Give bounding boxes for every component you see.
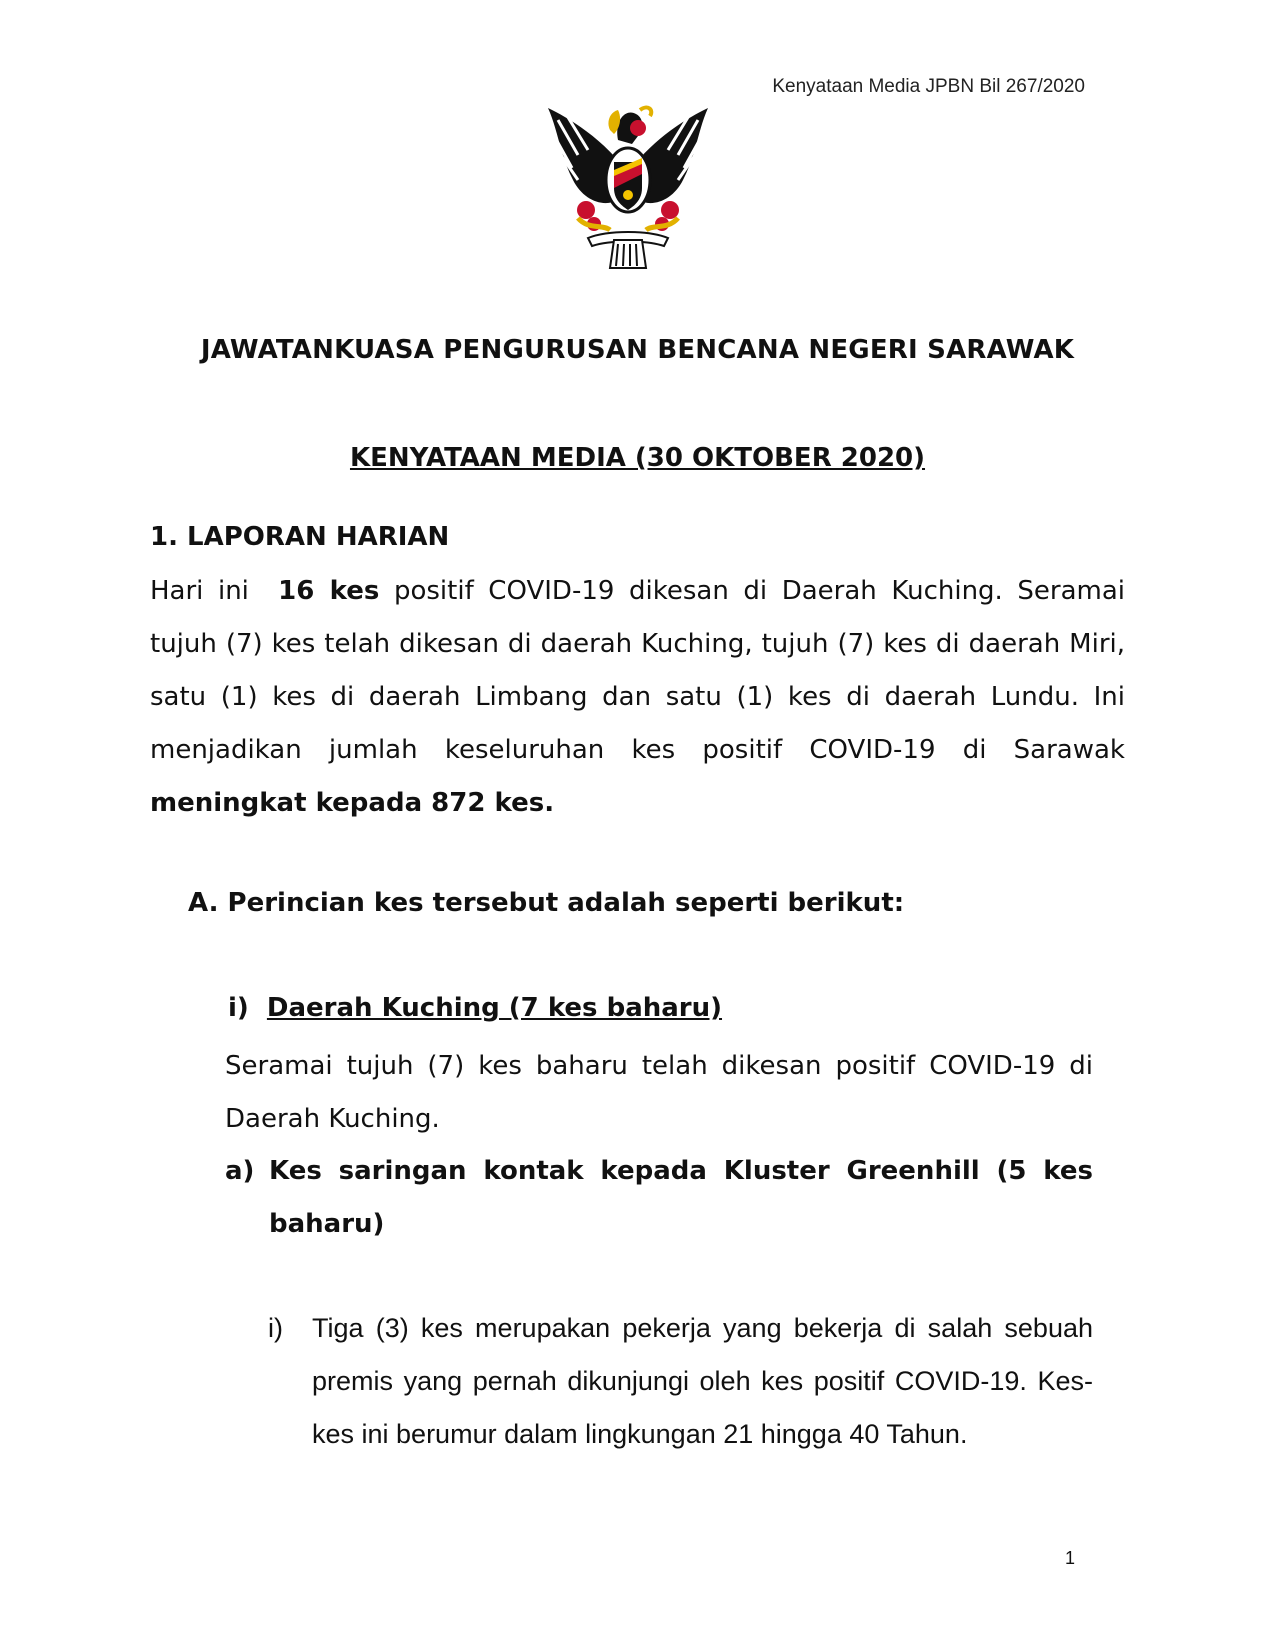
media-statement-title: KENYATAAN MEDIA (30 OKTOBER 2020): [349, 443, 926, 473]
subsection-heading: A. Perincian kes tersebut adalah seperti berikut:: [188, 888, 905, 918]
district-heading: i) Daerah Kuching (7 kes baharu): [228, 993, 723, 1023]
page-number: 1: [1064, 1548, 1075, 1568]
district-paragraph: Seramai tujuh (7) kes baharu telah dikesan positif COVID-19 di Daerah Kuching.: [225, 1051, 1093, 1134]
daily-case-count: 16 kes: [278, 576, 380, 606]
list-item: i) Tiga (3) kes merupakan pekerja yang bekerja di salah sebuah premis yang pernah dikunjungi oleh kes positif COVID-19. Kes-kes ini berumur dalam lingkungan 21 hingga 40 Tahun.: [268, 1313, 1093, 1449]
organization-title: JAWATANKUASA PENGURUSAN BENCANA NEGERI SARAWAK: [200, 335, 1075, 365]
document-reference: Kenyataan Media JPBN Bil 267/2020: [772, 76, 1085, 97]
cluster-heading: a) Kes saringan kontak kepada Kluster Greenhill (5 kes baharu): [225, 1156, 1093, 1239]
sarawak-coat-of-arms-icon: [548, 100, 708, 270]
daily-report-paragraph: Hari ini 16 kes positif COVID-19 dikesan di Daerah Kuching. Seramai tujuh (7) kes telah dikesan di daerah Kuching, tujuh (7) kes di daerah Miri, satu (1) kes di daerah Limbang dan satu (1) kes di daerah Lundu. Ini menjadikan jumlah keseluruhan kes positif COVID-19 di Sarawak meningkat kepada 872 kes.: [150, 576, 1126, 818]
section-heading: 1. LAPORAN HARIAN: [150, 522, 450, 552]
total-case-count: meningkat kepada 872 kes.: [150, 788, 555, 818]
